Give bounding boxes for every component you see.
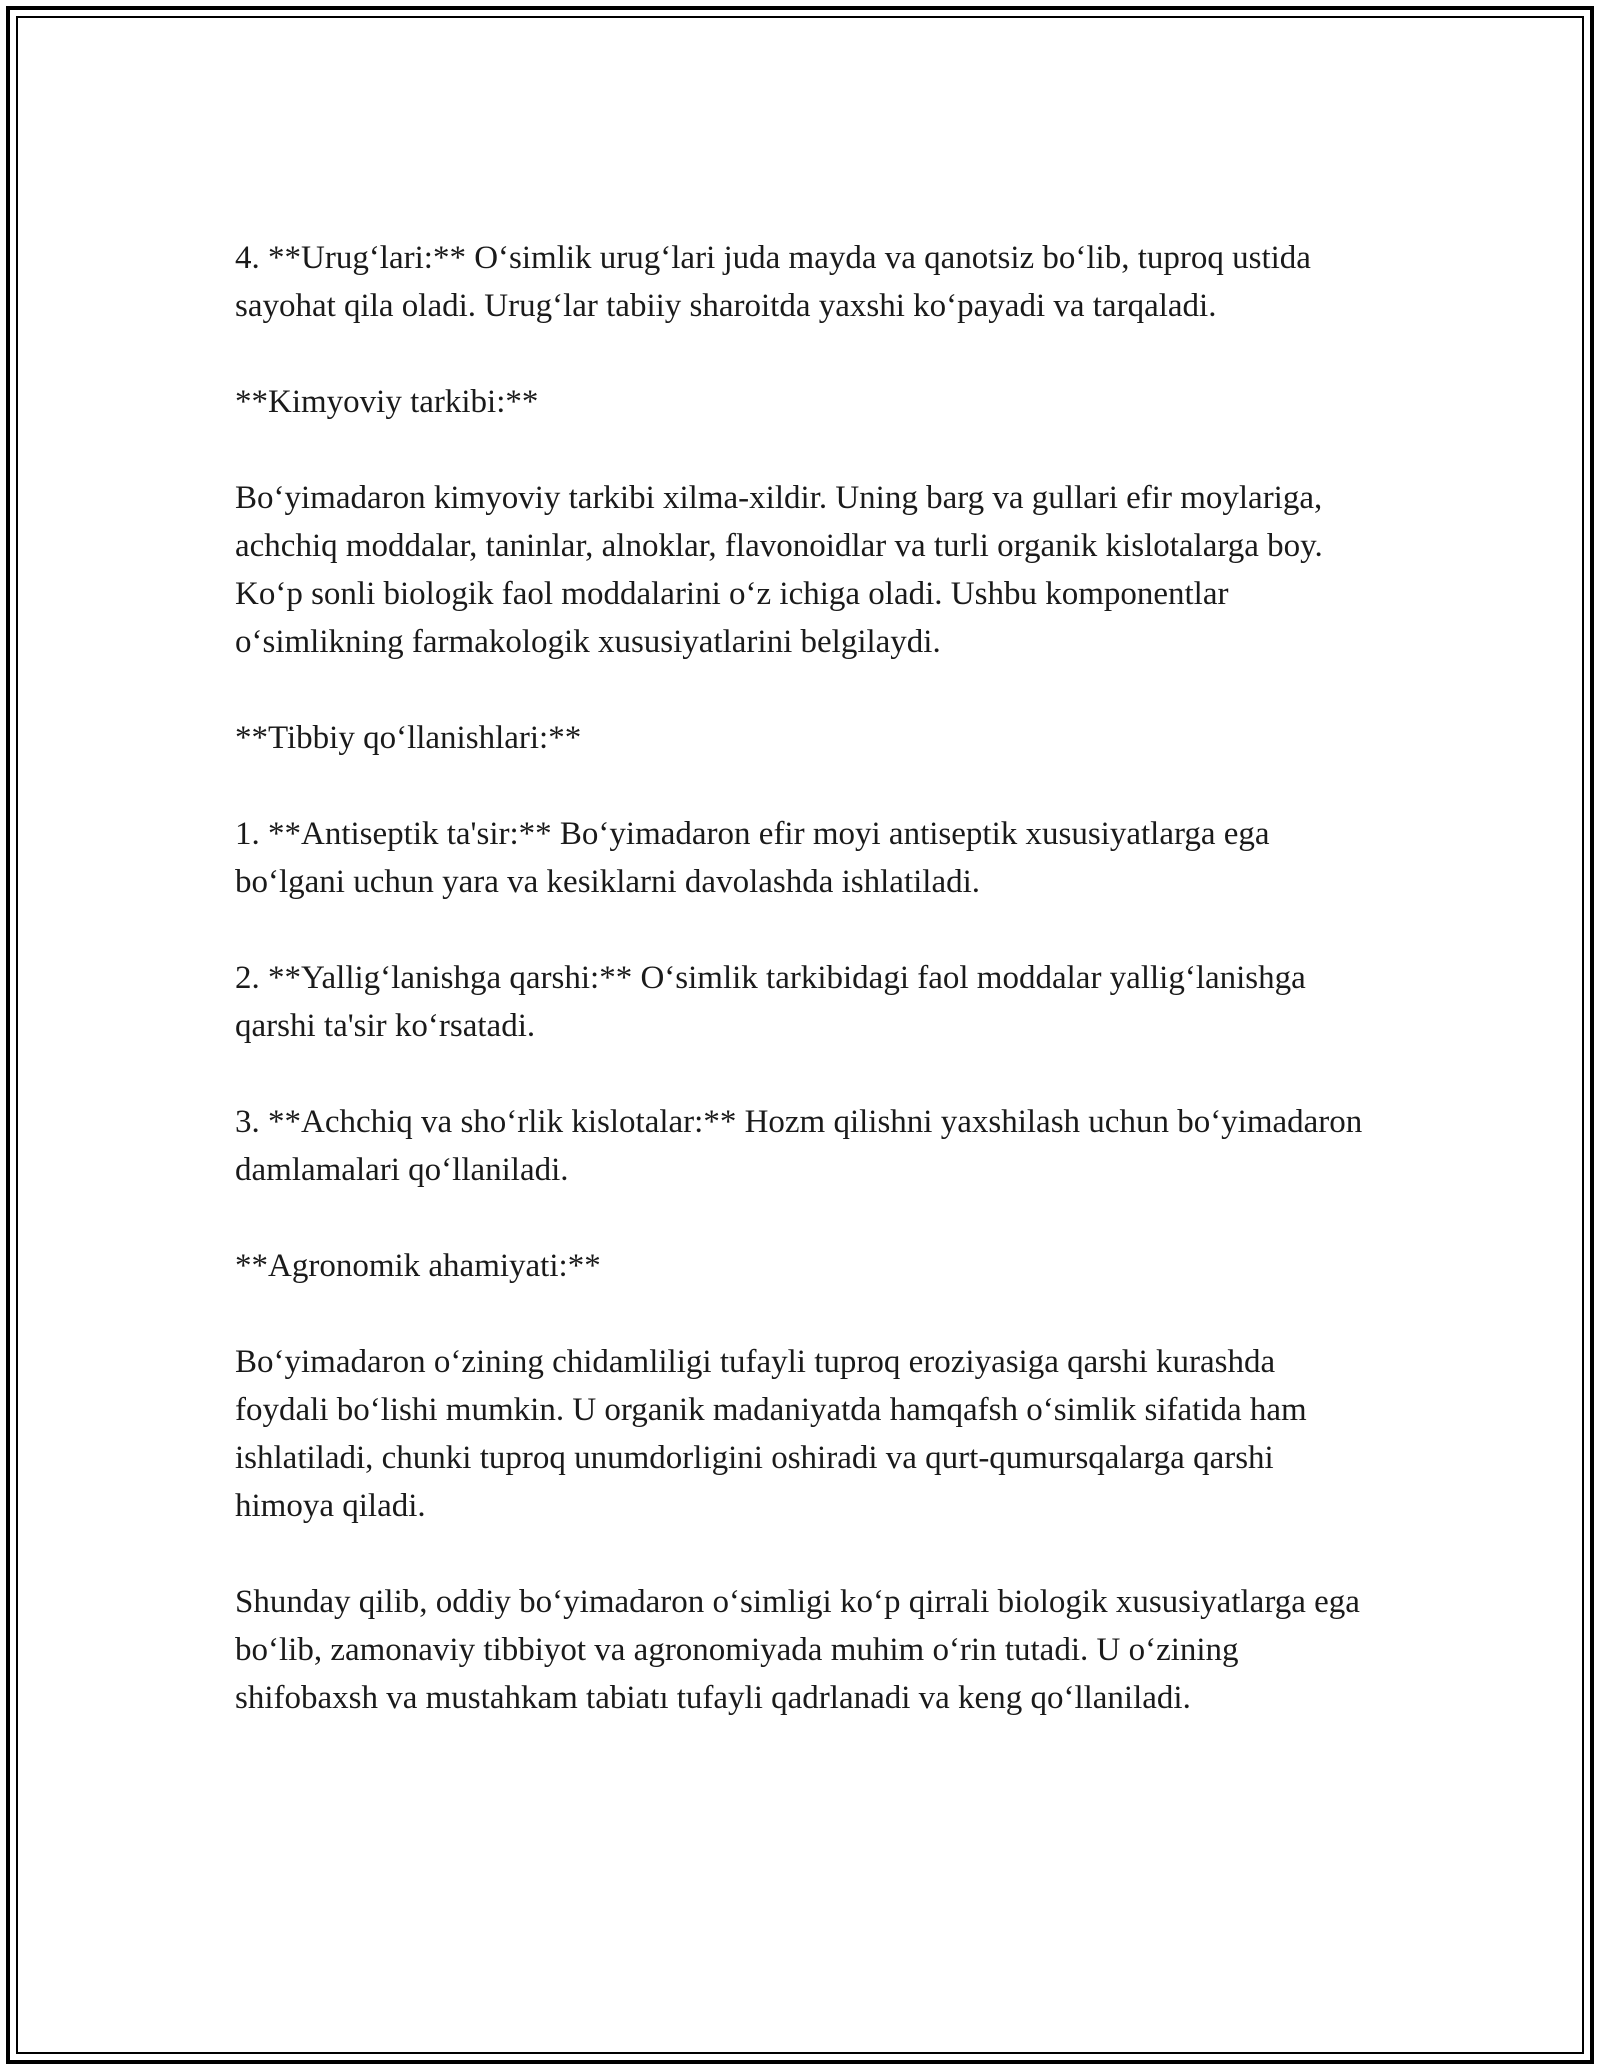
heading-agronomic-importance: **Agronomik ahamiyati:** bbox=[235, 1248, 601, 1284]
paragraph-antiseptic: 1. **Antiseptik ta'sir:** Bo‘yimadaron efir moyi antiseptik xususiyatlarga ega bo‘lgani uchun yara va kesiklarni davolashda ishlatiladi. bbox=[235, 816, 1270, 900]
heading-medical-uses: **Tibbiy qo‘llanishlari:** bbox=[235, 720, 582, 756]
paragraph-seeds: 4. **Urug‘lari:** O‘simlik urug‘lari juda mayda va qanotsiz bo‘lib, tuproq ustida sayohat qila oladi. Urug‘lar tabiiy sharoitda yaxshi ko‘payadi va tarqaladi. bbox=[235, 240, 1311, 324]
paragraph-acids: 3. **Achchiq va sho‘rlik kislotalar:** Hozm qilishni yaxshilash uchun bo‘yimadaron damlamalari qo‘llaniladi. bbox=[235, 1104, 1363, 1188]
paragraph-chemical-composition: Bo‘yimadaron kimyoviy tarkibi xilma-xildir. Uning barg va gullari efir moylariga, achchiq moddalar, taninlar, alnoklar, flavonoidlar va turli organik kislotalarga boy. Ko‘p sonli biologik faol moddalarini o‘z ichiga oladi. Ushbu komponentlar o‘simlikning farmakologik xususiyatlarini belgilaydi. bbox=[235, 480, 1323, 660]
heading-chemical-composition: **Kimyoviy tarkibi:** bbox=[235, 384, 539, 420]
paragraph-conclusion: Shunday qilib, oddiy bo‘yimadaron o‘simligi ko‘p qirrali biologik xususiyatlarga ega bo‘lib, zamonaviy tibbiyot va agronomiyada muhim o‘rin tutadi. U o‘zining shifobaxsh va mustahkam tabiatı tufayli qadrlanadi va keng qo‘llaniladi. bbox=[235, 1584, 1360, 1716]
paragraph-anti-inflammatory: 2. **Yallig‘lanishga qarshi:** O‘simlik tarkibidagi faol moddalar yallig‘lanishga qarshi ta'sir ko‘rsatadi. bbox=[235, 960, 1306, 1044]
paragraph-agronomic: Bo‘yimadaron o‘zining chidamliligi tufayli tuproq eroziyasiga qarshi kurashda foydali bo‘lishi mumkin. U organik madaniyatda hamqafsh o‘simlik sifatida ham ishlatiladi, chunki tuproq unumdorligini oshiradi va qurt-qumursqalarga qarshi himoya qiladi. bbox=[235, 1344, 1307, 1524]
document-body bbox=[235, 234, 1375, 1722]
